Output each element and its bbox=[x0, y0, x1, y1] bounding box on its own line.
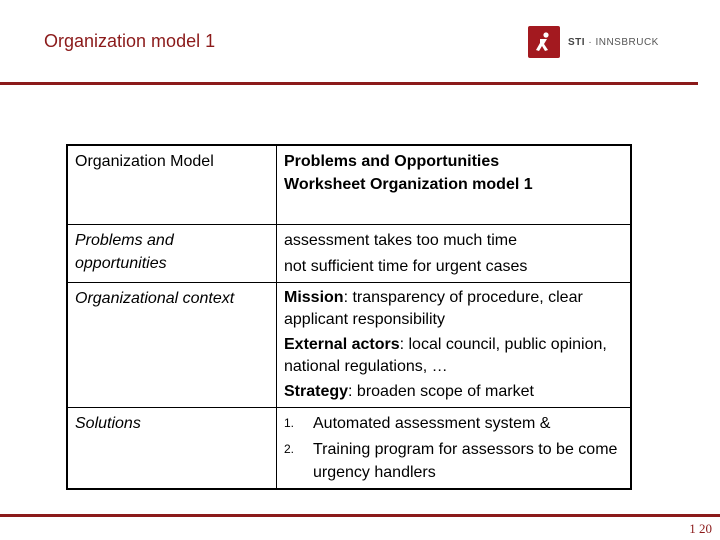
table-row bbox=[67, 225, 631, 283]
slide-title: Organization model 1 bbox=[44, 31, 216, 51]
table-cell bbox=[277, 145, 632, 225]
problem-line: assessment takes too much time bbox=[284, 232, 517, 249]
table-cell: Solutions bbox=[67, 408, 277, 490]
actors-line: External actors: local council, public opinion, national regulations, … bbox=[284, 336, 607, 375]
sti-innsbruck-logo bbox=[528, 26, 659, 58]
solutions-list bbox=[284, 412, 622, 484]
head-line: Problems and Opportunities bbox=[284, 153, 500, 170]
logo-wordmark: STI · INNSBRUCK bbox=[568, 36, 659, 48]
footer-divider bbox=[0, 514, 720, 517]
table-cell: Organization Model bbox=[67, 145, 277, 225]
head-line: Worksheet Organization model 1 bbox=[284, 176, 533, 193]
table-row bbox=[67, 283, 631, 408]
sti-runner-icon bbox=[528, 26, 560, 58]
header-divider bbox=[0, 82, 698, 85]
table-row bbox=[67, 408, 631, 490]
list-item: 2. Training program for assessors to be come urgency handlers bbox=[284, 441, 618, 481]
table-cell bbox=[277, 225, 632, 283]
problem-line: not sufficient time for urgent cases bbox=[284, 258, 528, 275]
page-number: 1 20 bbox=[689, 521, 712, 536]
table-cell bbox=[277, 408, 632, 490]
worksheet-table bbox=[66, 144, 632, 490]
table-row bbox=[67, 145, 631, 225]
list-item: 1. Automated assessment system & bbox=[284, 415, 551, 432]
table-cell bbox=[277, 283, 632, 408]
table-cell: Problems and opportunities bbox=[67, 225, 277, 283]
mission-line: Mission: transparency of procedure, clear applicant responsibility bbox=[284, 289, 583, 328]
table-cell: Organizational context bbox=[67, 283, 277, 408]
strategy-line: Strategy: broaden scope of market bbox=[284, 383, 534, 400]
